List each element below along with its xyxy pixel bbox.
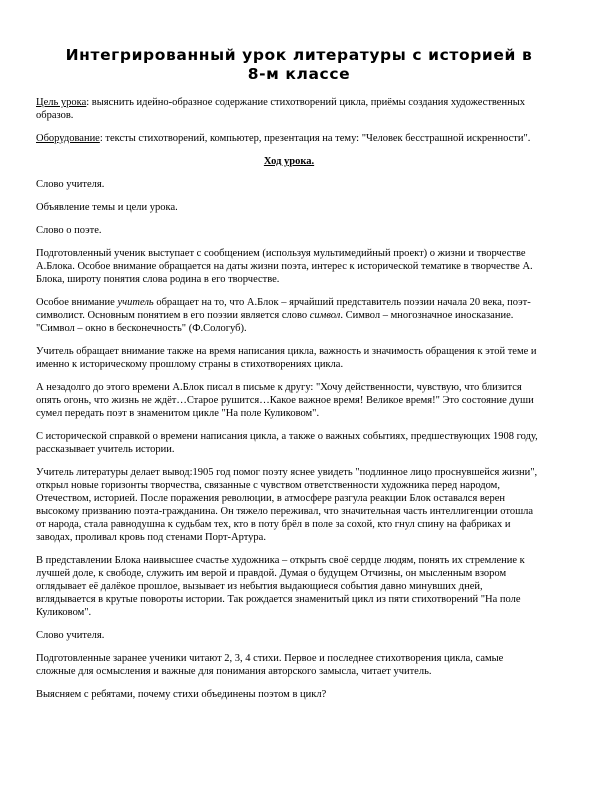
paragraph-teacher-word-2: Слово учителя.: [36, 630, 105, 641]
symbolism-text-c: . Символ – многозначное иносказание. "Символ – окно в бесконечность" (Ф.Сологуб).: [36, 310, 514, 334]
paragraph-history-note: С исторической справкой о времени написания цикла, а также о важных событиях, предшествующих 1908 году, рассказывает учитель истории.: [36, 431, 538, 455]
lesson-plan-heading: Ход урока.: [263, 156, 315, 167]
equipment-text: : тексты стихотворений, компьютер, презентация на тему: "Человек бесстрашной искренности".: [99, 133, 531, 144]
paragraph-teacher-word-1: Слово учителя.: [36, 179, 105, 190]
document-body: [36, 96, 542, 701]
equipment-label: Оборудование: [36, 133, 100, 144]
paragraph-poem-reading: Подготовленные заранее ученики читают 2, 3, 4 стихи. Первое и последнее стихотворения цикла, самые сложные для осмысления и важные для понимания авторского замысла, читает учитель.: [36, 653, 504, 677]
paragraph-student-report: Подготовленный ученик выступает с сообщением (используя мультимедийный проект) о жизни и творчестве А.Блока. Особое внимание обращается на даты жизни поэта, интерес к исторической тематике в творчестве А. Блока, широту понятия слова родина в его творчестве.: [36, 248, 533, 285]
paragraph-conclusion-1905: Учитель литературы делает вывод:1905 год помог поэту яснее увидеть "подлинное лицо проснувшейся жизни", открыл новые горизонты творчества, связанные с чувством ответственности художника перед народом, Отечеством, историей. После поражения революции, в атмосфере разгула реакции Блок оставался верен высокому призванию поэта-гражданина. Он тяжело переживал, что значительная часть интеллигенции отошла от народа, стала равнодушна к судьбам тех, кто в поту брёл в поле за сохой, кто гнул спину на фабриках и заводах, проливал кровь под стенами Порт-Артура.: [36, 467, 538, 543]
paragraph-about-poet: Слово о поэте.: [36, 225, 102, 236]
goal-text: : выяснить идейно-образное содержание стихотворений цикла, приёмы создания художественных образов.: [36, 97, 526, 121]
goal-label: Цель урока: [36, 97, 87, 108]
symbolism-emphasis-symbol: символ: [309, 310, 341, 321]
paragraph-letter-quote: А незадолго до этого времени А.Блок писал в письме к другу: "Хочу действенности, чувствую, что близится опять огонь, что жизнь не ждёт…Старое рушится…Какое важное время! Великое время!" Это состояние души сумел передать поэт в знаменитом цикле "На поле Куликовом".: [36, 382, 534, 419]
paragraph-topic-announcement: Объявление темы и цели урока.: [36, 202, 178, 213]
lesson-equipment: [36, 132, 542, 145]
page-title: Интегрированный урок литературы с историей в 8-м классе: [65, 46, 533, 83]
paragraph-symbolism: [36, 296, 542, 335]
paragraph-cycle-question: Выясняем с ребятами, почему стихи объединены поэтом в цикл?: [36, 689, 327, 700]
lesson-goal: [36, 96, 542, 122]
paragraph-artist-happiness: В представлении Блока наивысшее счастье художника – открыть своё сердце людям, понять их стремление к лучшей доле, к свободе, служить им верой и правдой. Думая о будущем Отчизны, он мысленным взором оглядывает её далёкое прошлое, вызывает из небытия выдающиеся события давно минувших дней, вглядывается в крутые повороты истории. Так рождается знаменитый цикл из пяти стихотворений "На поле Куликовом".: [36, 555, 525, 618]
symbolism-text-b: обращает на то, что А.Блок – ярчайший представитель поэзии начала 20 века, поэт-символист. Основным понятием в его поэзии является слово: [36, 297, 531, 321]
symbolism-emphasis-teacher: учитель: [117, 297, 154, 308]
symbolism-text-a: Особое внимание: [36, 297, 118, 308]
paragraph-cycle-time: Учитель обращает внимание также на время написания цикла, важность и значимость обращения к этой теме и именно к историческому прошлому страны в стихотворениях цикла.: [36, 346, 537, 370]
